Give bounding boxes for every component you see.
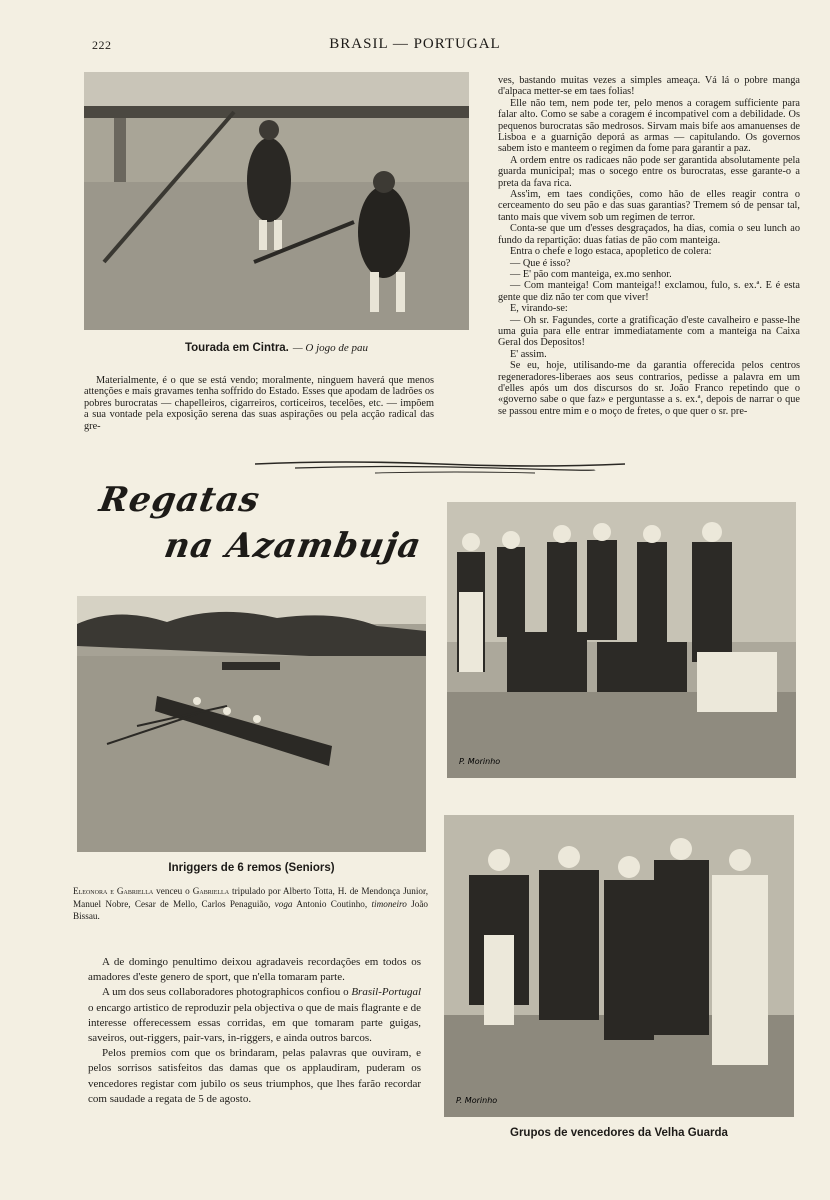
rowing-caption: Inriggers de 6 remos (Seniors): [168, 862, 335, 874]
rowing-photo: [77, 596, 426, 852]
right-paragraph: E' assim.: [510, 348, 547, 360]
group-caption: Grupos de vencedores da Velha Guarda: [510, 1127, 728, 1139]
crew-text: João Bissau.: [73, 898, 428, 921]
right-paragraph: — E' pão com manteiga, ex.mo senhor.: [510, 268, 672, 280]
crew-text: tripulado por Alberto Totta, H. de Mendonça Junior, Manuel Nobre, Cesar de Mello, Carlos Penaguião,: [73, 886, 429, 909]
right-column-text: [498, 75, 800, 417]
regatas-title-line1: Regatas: [96, 480, 264, 520]
article-paragraph-2: [88, 985, 421, 1046]
group-photo-seated: [447, 502, 796, 778]
right-paragraph: — Oh sr. Fagundes, corte a gratificação d'este cavalheiro e passe-lhe uma guia para elle entrar immediatamente com a manteiga na Caixa Geral dos Depositos!: [498, 314, 800, 349]
left-column-text: [84, 375, 434, 432]
crew-timoneiro: timoneiro: [371, 898, 407, 909]
bullfight-photo: [84, 72, 469, 330]
crew-list: [73, 885, 428, 923]
right-paragraph: Ass'im, em taes condições, como hão de elles reagir contra o cerceamento do seu pão e das suas garantias? Tremem só de pensar tal, tanto mais que vivem sob um regimen de terror.: [498, 189, 800, 223]
right-paragraph: — Que é isso?: [510, 257, 571, 269]
page-number: 222: [92, 38, 112, 52]
article-text: A um dos seus collaboradores photographicos confiou o: [102, 986, 352, 999]
article-paragraph-3: Pelos premios com que os brindaram, pelas palavras que ouviram, e pelos sorrisos satisfeitos das damas que os applaudiram, puderam os vencedores registar com jubilo os seus triumphos, que lhes farão recordar com saudade a regata de 5 de agosto.: [88, 1047, 421, 1105]
photographer-signature: P. Morinho: [456, 1096, 498, 1105]
photographer-signature: P. Morinho: [459, 757, 501, 766]
crew-text: Antonio Coutinho,: [292, 898, 372, 909]
right-paragraph: A ordem entre os radicaes não pode ser garantida absolutamente pela guarda municipal; mas o socego entre os burocratas, esse garante-o a preta da fava rica.: [498, 154, 800, 189]
right-paragraph: E, virando-se:: [510, 303, 568, 315]
right-paragraph: Elle não tem, nem pode ter, pelo menos a coragem sufficiente para falar alto. Como se sabe a coragem é incompativel com a debilidade. Os pequenos burocratas são medrosos. Sirvam mais bife aos amanuenses de Lisboa e a guarnição deporá as armas — capitulando. Os governos sabem isto e manteem o regimen da fome para garantir a paz.: [498, 97, 800, 155]
left-column-paragraph: Materialmente, é o que se está vendo; moralmente, ninguem haverá que menos attenções e mais gravames tenha soffrido do Estado. Esses que apodam de ladrões os pobres burocratas — chapelleiros, cigarreiros, corticeiros, tecelões, etc. — impõem a sua vontade pela exposição serena das suas aspirações ou pela acção radical das gre-: [84, 375, 434, 432]
bullfight-caption-subtitle: — O jogo de pau: [292, 342, 369, 354]
right-paragraph: ves, bastando muitas vezes a simples ameaça. Vá lá o pobre manga d'alpaca metter-se em taes folias!: [498, 75, 800, 98]
bullfight-caption-title: Tourada em Cintra.: [184, 342, 289, 354]
ornamental-divider: [255, 458, 625, 478]
regatas-article: [88, 955, 421, 1107]
group-photo-standing: [444, 815, 794, 1117]
running-head: BRASIL — PORTUGAL: [329, 36, 501, 52]
right-paragraph: Conta-se que um d'esses desgraçados, ha dias, comia o seu lunch ao fundo da repartição: duas fatias de pão com manteiga.: [498, 223, 800, 246]
crew-voga: voga: [274, 898, 293, 909]
crew-text: venceu o: [153, 886, 193, 896]
magazine-name: Brasil-Portugal: [351, 986, 421, 999]
article-paragraph-1: A de domingo penultimo deixou agradaveis recordações em todos os amadores d'este genero de sport, que n'ella tomaram parte.: [88, 956, 421, 984]
regatas-title-line2: na Azambuja: [161, 526, 425, 566]
article-text: o encargo artistico de reproduzir pela objectiva o que de mais flagrante e de interesse offerecessem essas corridas, em que tomaram parte guigas, saveiros, out-riggers, pair-vars, in-riggers, e ainda outros barcos.: [88, 1001, 422, 1045]
right-paragraph: Entra o chefe e logo estaca, apopletico de colera:: [510, 246, 712, 258]
crew-winner: Gabriella: [192, 886, 230, 896]
right-paragraph: Se eu, hoje, utilisando-me da garantia offerecida pelos centros regeneradores-liberaes aos seus contrarios, pedisse a palavra em um d'elles após um dos discursos do sr. João Franco repetindo que o «governo sabe o que faz» e perguntasse a s. ex.ª, depois de narrar o que se passou entre mim e o moço de fretes, o que quer o sr. pre-: [498, 360, 800, 417]
bullfight-caption: [84, 338, 469, 356]
right-paragraph: — Com manteiga! Com manteiga!! exclamou, fulo, s. ex.ª. E é esta gente que diz não ter com que viver!: [498, 280, 800, 303]
crew-boats: Eleonora e Gabriella: [73, 886, 154, 896]
